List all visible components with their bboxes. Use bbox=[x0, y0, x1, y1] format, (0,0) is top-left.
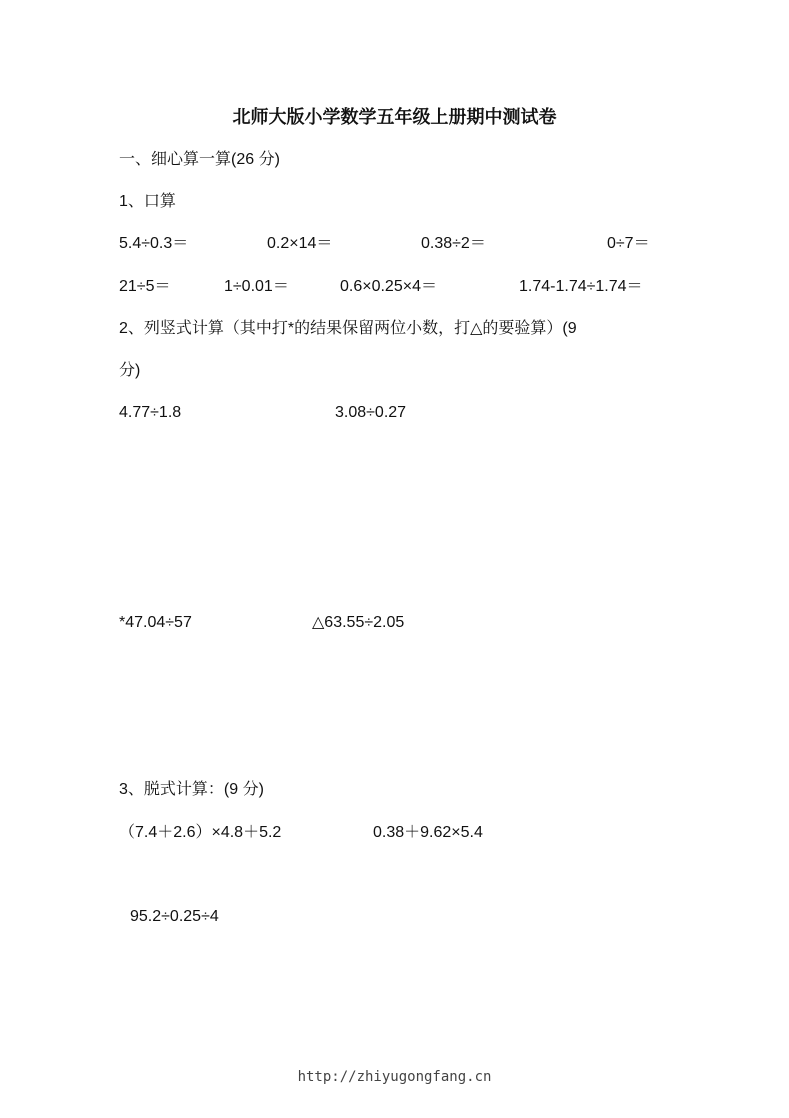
oral-calc-item: 0.6×0.25×4＝ bbox=[340, 278, 437, 295]
stepwise-calc-item: 0.38＋9.62×5.4 bbox=[373, 824, 483, 841]
oral-calc-item: 5.4÷0.3＝ bbox=[119, 235, 189, 252]
page-title: 北师大版小学数学五年级上册期中测试卷 bbox=[232, 107, 557, 127]
oral-calc-item: 1.74-1.74÷1.74＝ bbox=[519, 278, 643, 295]
vertical-calc-item: *47.04÷57 bbox=[119, 614, 192, 631]
stepwise-calc-item: 95.2÷0.25÷4 bbox=[130, 908, 219, 925]
q3-label: 3、脱式计算：(9 分) bbox=[119, 781, 264, 798]
q1-label: 1、口算 bbox=[119, 193, 176, 210]
stepwise-calc-item: （7.4＋2.6）×4.8＋5.2 bbox=[119, 824, 282, 841]
oral-calc-item: 0.38÷2＝ bbox=[421, 235, 486, 252]
q2-label: 2、列竖式计算（其中打*的结果保留两位小数，打△的要验算）(9 bbox=[119, 320, 577, 337]
vertical-calc-item: △63.55÷2.05 bbox=[312, 614, 405, 631]
q2-label-continued: 分) bbox=[119, 362, 141, 379]
oral-calc-item: 21÷5＝ bbox=[119, 278, 171, 295]
oral-calc-item: 0÷7＝ bbox=[607, 235, 650, 252]
footer-url: http://zhiyugongfang.cn bbox=[297, 1069, 492, 1085]
oral-calc-item: 1÷0.01＝ bbox=[224, 278, 289, 295]
vertical-calc-item: 4.77÷1.8 bbox=[119, 404, 182, 421]
oral-calc-item: 0.2×14＝ bbox=[267, 235, 333, 252]
vertical-calc-item: 3.08÷0.27 bbox=[335, 404, 407, 421]
section1-heading: 一、细心算一算(26 分) bbox=[119, 151, 280, 168]
